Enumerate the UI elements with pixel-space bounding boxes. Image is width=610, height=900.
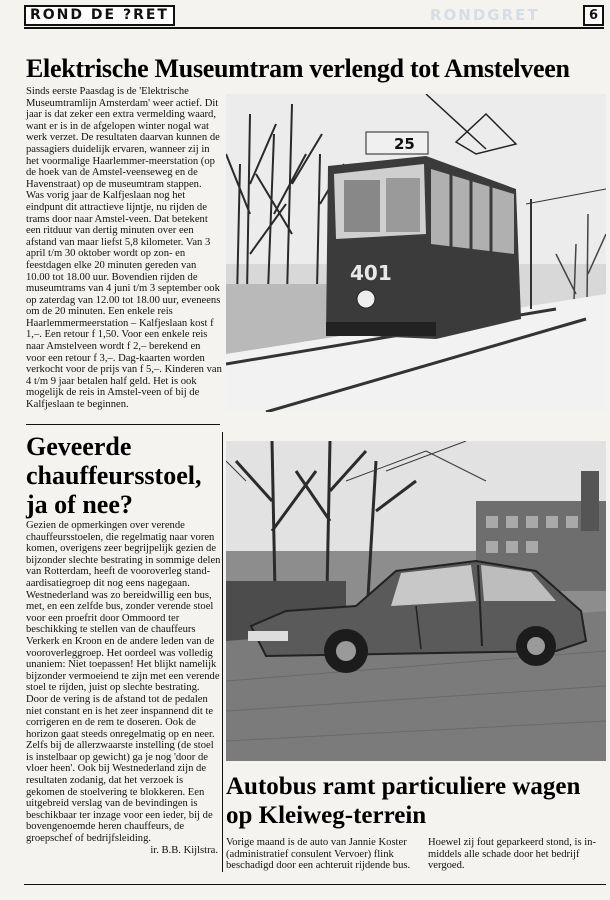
masthead [24,5,175,26]
horizontal-rule [26,424,220,425]
article2-headline: Geveerde chauffeursstoel, ja of nee? [26,432,202,519]
car-photo [226,441,606,761]
page-number: 6 [583,5,604,26]
masthead-ghost: RONDGRET [430,6,540,24]
article3-body-left: Vorige maand is de auto van Jannie Koster (administratief consulent Vervoer) flink beschadigd door een achteruit rijdende bus. [226,837,411,872]
article3-headline: Autobus ramt particuliere wagen op Kleiweg-terrein [226,773,581,829]
masthead-title: ROND DE ?RET [24,5,175,26]
tram-number: 401 [350,261,392,285]
article1-body: Sinds eerste Paasdag is de 'Elektrische Museumtramlijn Amsterdam' weer actief. Dit jaar is dat zeker een extra vermelding waard, want er is in de afgelopen winter nogal wat werk verzet. De resultaten daarvan kunnen de passagiers duidelijk ervaren, wanneer zij in het voormalige Haarlemmer-meerstation (op de hoek van de Amstel-veenseweg en de Havenstraat) op de museumtram stappen. Was vorig jaar de Kalfjeslaan nog het eindpunt dit attractieve lijntje, nu rijden de trams door naar Amstel-veen. Dat betekent een ritduur van dertig minuten over een afstand van maar liefst 5,8 kilometer. Van 3 april t/m 30 oktober wordt op zon- en feestdagen elke 20 minuten gereden van 10.00 tot 18.00 uur. Bovendien rijden de museumtrams van 4 juni t/m 3 september ook op zaterdag van 12.00 tot 18.00 uur, eveneens om de 20 minuten. Een enkele reis Haarlemmermeerstation – Kalfjeslaan kost f 1,–. Een retour f 1,50. Voor een enkele reis naar Amstelveen wordt f 2,– berekend en voor een retour f 3,–. Dag-kaarten worden verkocht voor de prijs van f 5,–. Kinderen van 4 t/m 9 jaar betalen half geld. Het is ook mogelijk de reis in Amstel-veen of bij de Kalfjeslaan te beginnen. [26,86,222,411]
article2-text: Gezien de opmerkingen over verende chauffeursstoelen, die regelmatig naar voren komen, overigens zeer begrijpelijk gezien de bijzonder slechte bestrating in sommige delen van Rotterdam, heeft de vooroverleg stand-aardisatiegroep dit nog eens nagegaan. Westnederland was zo bereidwillig een bus, met, en een zelfde bus, zonder verende stoel voor een proefrit door Ommoord ter beschikking te stellen van de chauffeurs Verkerk en Kroon en de andere leden van de vooroverleggroep. Het oordeel was volledig unaniem: Niet toepassen! Het blijkt namelijk bijzonder vermoeiend te zijn met een verende stoel te rijden, juist op slechte bestrating. Door de vering is de afstand tot de pedalen niet constant en is het zeer inspannend dit te corrigeren en de rem te doseren. Ook de horizon gaat steeds onregelmatig op en neer. Zelfs bij de allerzwaarste instelling (de stoel is instelbaar op gewicht) ga je nog 'door de vloer heen'. Ook bij Westnederland zijn de resultaten zodanig, dat het verzoek is gekomen de stoelvering te blokkeren. Een uitgebreid verslag van de bevindingen is beschikbaar ter inzage voor een ieder, bij de bovengenoemde heren chauffeurs, de groepschef of bedrijfsleiding. [26,520,221,845]
article1-headline: Elektrische Museumtram verlengd tot Amstelveen [26,54,570,83]
article3-body-right: Hoewel zij fout geparkeerd stond, is in-middels alle schade door het bedrijf vergoed. [428,837,596,872]
vertical-rule [222,432,223,872]
tram-photo [226,94,606,412]
bottom-rule [24,884,606,885]
article2-signature: ir. B.B. Kijlstra. [150,844,218,856]
article2-body [26,520,222,856]
route-number: 25 [394,135,415,153]
top-rule [24,27,604,29]
